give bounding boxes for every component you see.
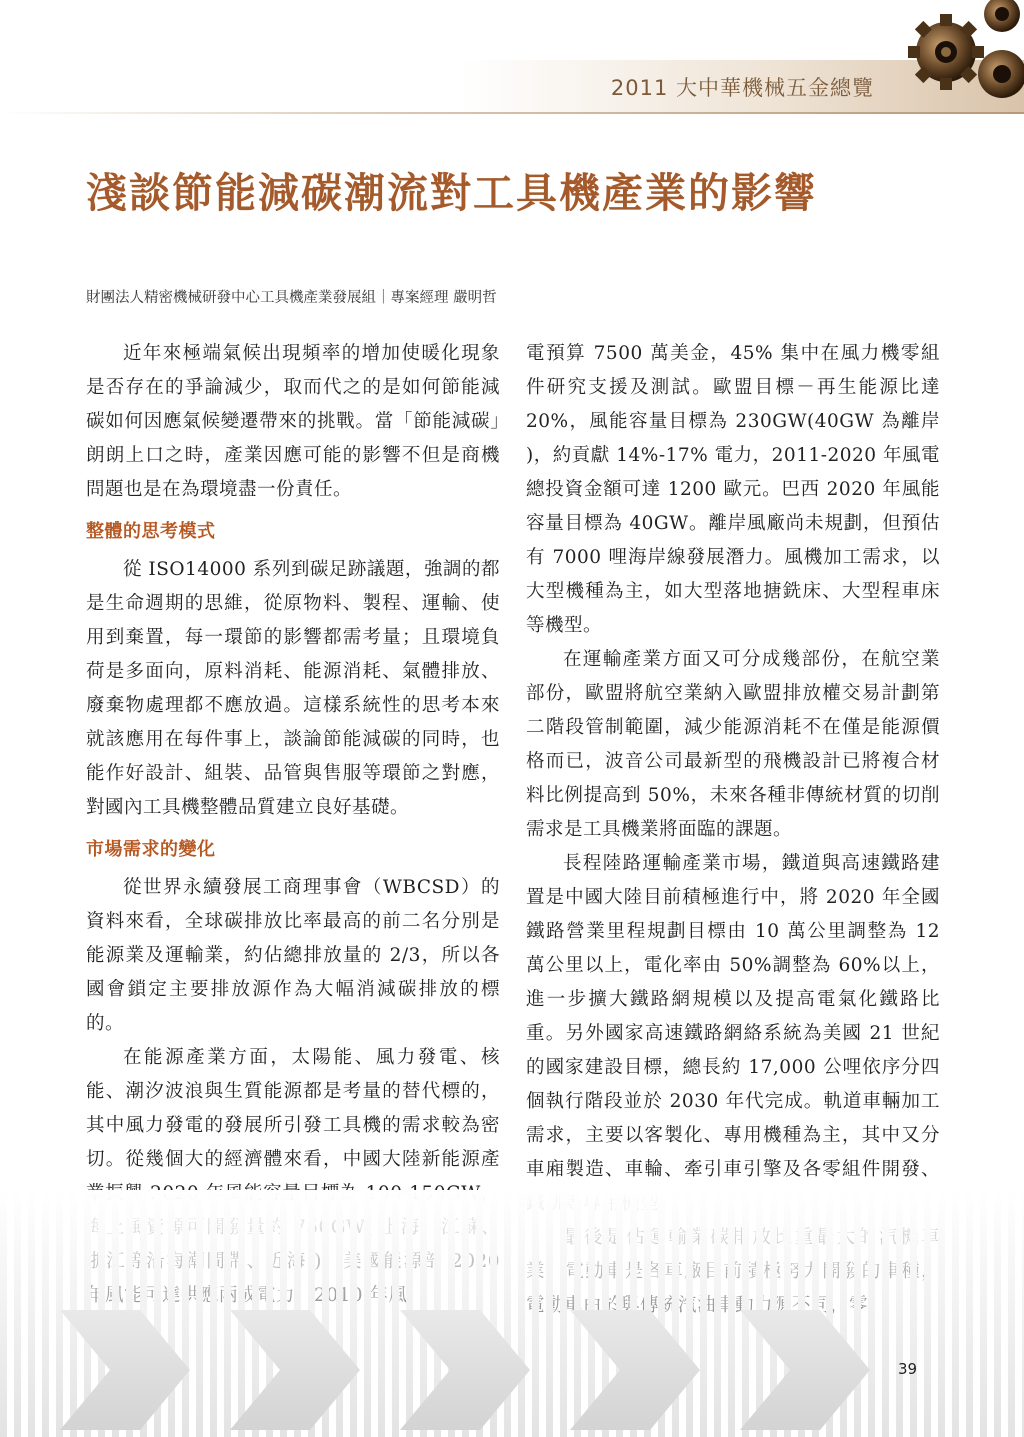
paragraph: 從世界永續發展工商理事會（WBCSD）的資料來看，全球碳排放比率最高的前二名分別是能源業及運輸業，約佔總排放量的 2/3，所以各國會鎖定主要排放源作為大幅消減碳排放的標的。 (86, 877, 500, 1034)
paragraph: 從 ISO14000 系列到碳足跡議題，強調的都是生命週期的思維，從原物料、製程、運輸、使用到棄置，每一環節的影響都需考量；且環境負荷是多面向，原料消耗、能源消耗、氣體排放、廢棄物處理都不應放過。這樣系統性的思考本來就該應用在每件事上，談論節能減碳的同時，也能作好設計、組裝、品管與售服等環節之對應，對國內工具機整體品質建立良好基礎。 (86, 559, 500, 818)
page-number: 39 (898, 1360, 918, 1378)
intro-paragraph: 近年來極端氣候出現頻率的增加使暖化現象是否存在的爭論減少，取而代之的是如何節能減碳如何因應氣候變遷帶來的挑戰。當「節能減碳」朗朗上口之時，產業因應可能的影響不但是商機問題也是在為環境盡一份責任。 (86, 343, 500, 500)
right-column (526, 337, 940, 1323)
paragraph-continued: 電預算 7500 萬美金，45% 集中在風力機零組件研究支援及測試。歐盟目標－再生能源比達 20%，風能容量目標為 230GW(40GW 為離岸 )，約貢獻 14%-17% 電力，2011-2020 年風電總投資金額可達 1200 歐元。巴西 2020 年風能容量目標為 40GW。離岸風廠尚未規劃，但預估有 7000 哩海岸線發展潛力。風機加工需求，以大型機種為主，如大型落地搪銑床、大型程車床等機型。 (526, 343, 940, 636)
gears-icon (884, 0, 1024, 118)
paragraph: 長程陸路運輸產業市場，鐵道與高速鐵路建置是中國大陸目前積極進行中，將 2020 年全國鐵路營業里程規劃目標由 10 萬公里調整為 12 萬公里以上，電化率由 50%調整為 60%以上，進一步擴大鐵路網規模以及提高電氣化鐵路比重。另外國家高速鐵路網絡系統為美國 21 世紀的國家建設目標，總長約 17,000 公哩依序分四個執行階段並於 2030 年代完成。軌道車輛加工需求，主要以客製化、專用機種為主，其中又分車廂製造、車輪、牽引車引擎及各零組件開發、 (526, 853, 940, 1180)
article-title: 淺談節能減碳潮流對工具機產業的影響 (86, 169, 817, 217)
article-byline: 財團法人精密機械研發中心工具機產業發展組｜專案經理 嚴明哲 (86, 290, 497, 306)
paragraph: 在運輸產業方面又可分成幾部份，在航空業部份，歐盟將航空業納入歐盟排放權交易計劃第二階段管制範圍，減少能源消耗不在僅是能源價格而已，波音公司最新型的飛機設計已將複合材料比例提高到 50%，未來各種非傳統材質的切削需求是工具機業將面臨的課題。 (526, 649, 940, 840)
paragraph: 在能源產業方面，太陽能、風力發電、核能、潮汐波浪與生質能源都是考量的替代標的，其中風力發電的發展所引發工具機的需求較為密切。從幾個大的經濟體來看，中國大陸新能源產 (86, 1047, 500, 1170)
section-heading-holistic-thinking: 整體的思考模式 (86, 521, 216, 542)
publication-title: 2011 大中華機械五金總覽 (610, 76, 874, 100)
decorative-background (0, 1190, 1024, 1437)
header-divider (0, 112, 1024, 114)
left-column (86, 337, 500, 1313)
section-heading-market-demand: 市場需求的變化 (86, 839, 216, 860)
